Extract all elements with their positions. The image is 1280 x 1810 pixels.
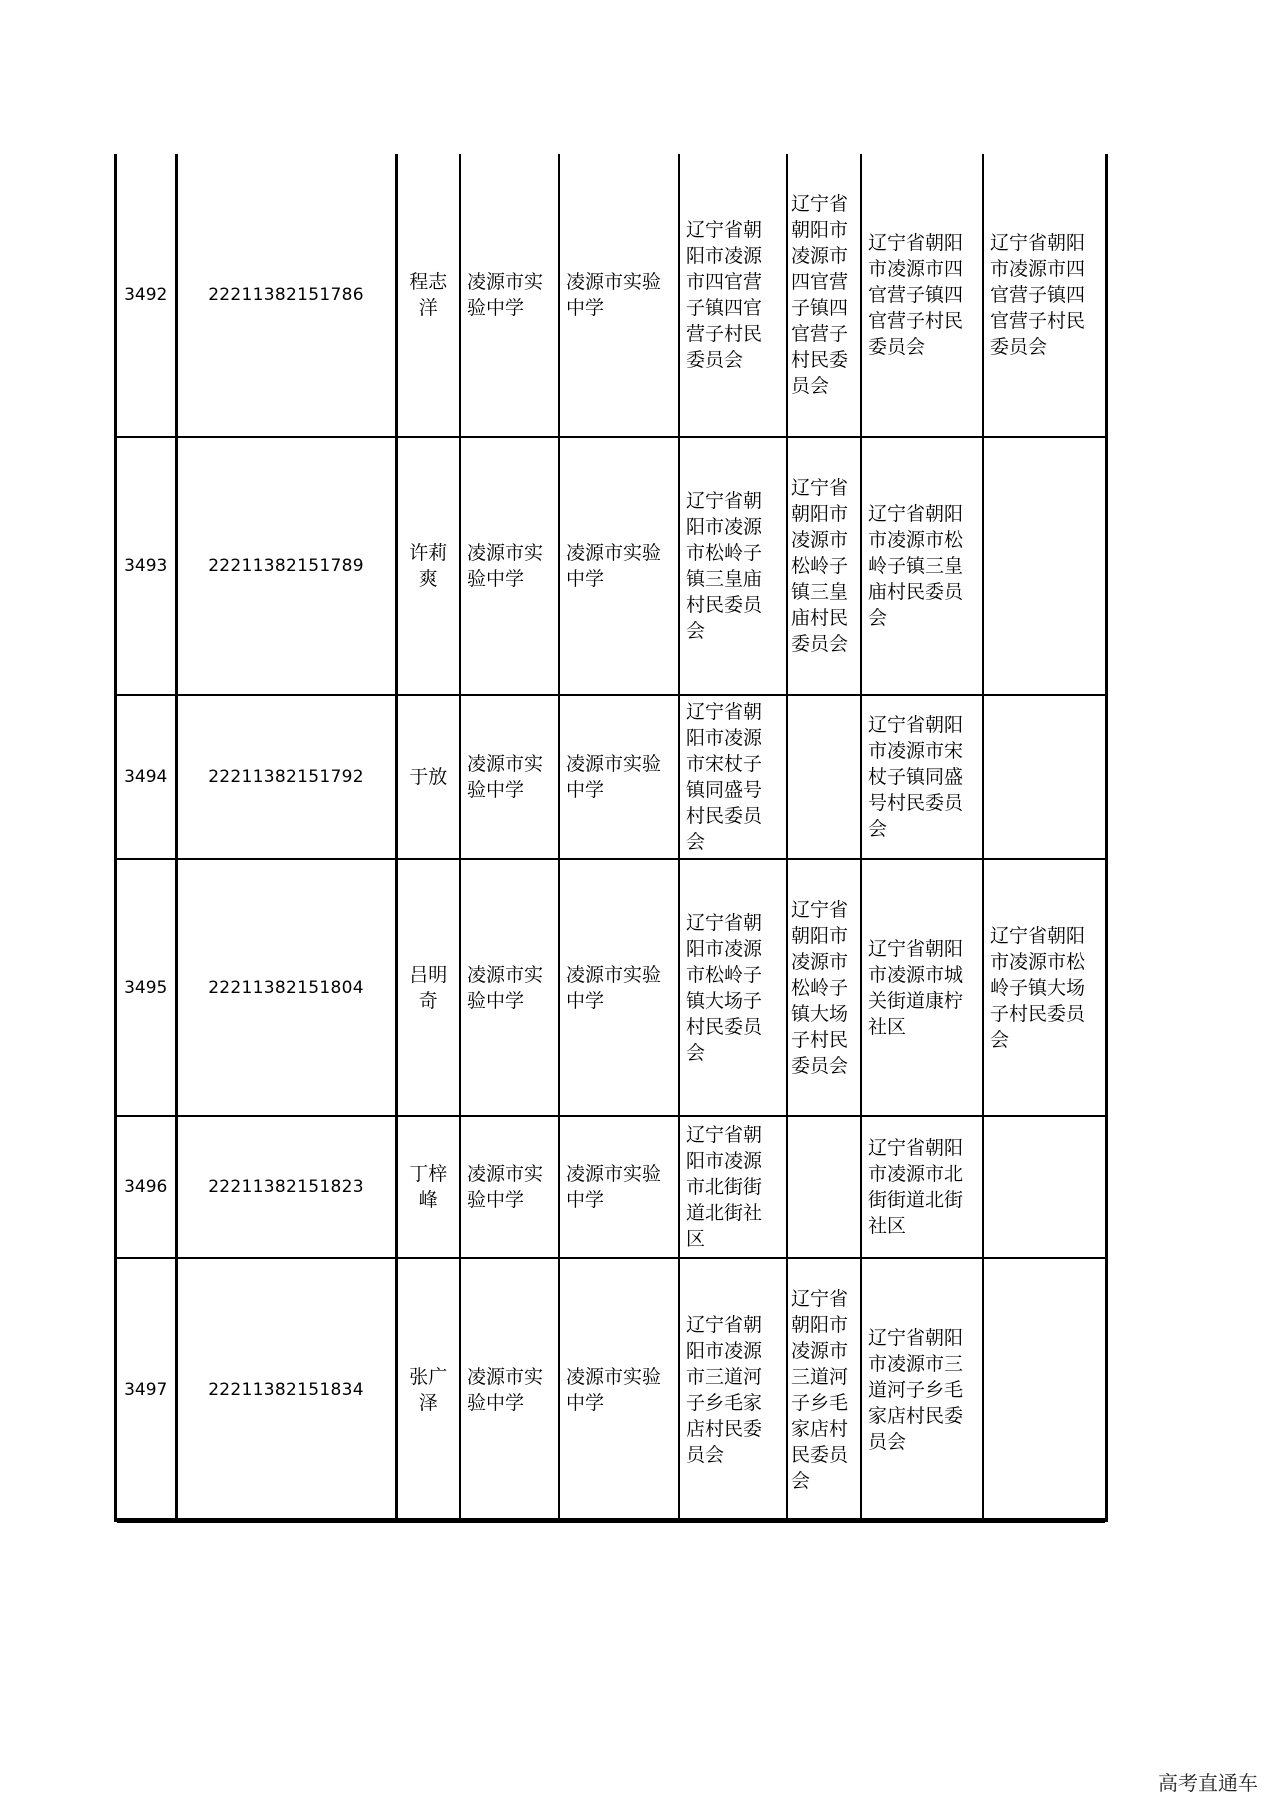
school-cell: 凌源市实验中学 <box>559 859 679 1116</box>
table-row <box>117 154 1105 437</box>
data-table-container <box>114 154 1108 1522</box>
school-cell: 凌源市实验中学 <box>460 859 559 1116</box>
table-row <box>117 695 1105 859</box>
address-cell <box>983 695 1105 859</box>
address-cell: 辽宁省朝阳市凌源市松岭子镇大场子村民委员会 <box>983 859 1105 1116</box>
candidate-id: 22211382151786 <box>176 154 396 437</box>
address-cell: 辽宁省朝阳市凌源市松岭子镇三皇庙村民委员会 <box>679 437 787 695</box>
row-number: 3493 <box>117 437 176 695</box>
address-cell: 辽宁省朝阳市凌源市四官营子镇四官营子村民委员会 <box>983 154 1105 437</box>
candidate-id: 22211382151823 <box>176 1116 396 1258</box>
address-cell: 辽宁省朝阳市凌源市四官营子镇四官营子村民委员会 <box>861 154 983 437</box>
address-cell: 辽宁省朝阳市凌源市松岭子镇三皇庙村民委员会 <box>861 437 983 695</box>
row-number: 3497 <box>117 1258 176 1522</box>
address-cell: 辽宁省朝阳市凌源市松岭子镇三皇庙村民委员会 <box>787 437 861 695</box>
candidate-name: 吕明奇 <box>396 859 460 1116</box>
table-row <box>117 437 1105 695</box>
school-cell: 凌源市实验中学 <box>460 1116 559 1258</box>
table-row <box>117 1258 1105 1522</box>
school-cell: 凌源市实验中学 <box>460 1258 559 1522</box>
row-number: 3492 <box>117 154 176 437</box>
address-cell <box>983 437 1105 695</box>
address-cell <box>983 1258 1105 1522</box>
row-number: 3495 <box>117 859 176 1116</box>
candidate-name: 于放 <box>396 695 460 859</box>
address-cell: 辽宁省朝阳市凌源市三道河子乡毛家店村民委员会 <box>679 1258 787 1522</box>
candidate-id: 22211382151792 <box>176 695 396 859</box>
school-cell: 凌源市实验中学 <box>559 437 679 695</box>
address-cell: 辽宁省朝阳市凌源市北街街道北街社区 <box>679 1116 787 1258</box>
address-cell: 辽宁省朝阳市凌源市松岭子镇大场子村民委员会 <box>787 859 861 1116</box>
school-cell: 凌源市实验中学 <box>460 154 559 437</box>
address-cell: 辽宁省朝阳市凌源市城关街道康柠社区 <box>861 859 983 1116</box>
school-cell: 凌源市实验中学 <box>559 695 679 859</box>
address-cell <box>983 1116 1105 1258</box>
address-cell: 辽宁省朝阳市凌源市三道河子乡毛家店村民委员会 <box>861 1258 983 1522</box>
candidate-name: 张广泽 <box>396 1258 460 1522</box>
address-cell: 辽宁省朝阳市凌源市四官营子镇四官营子村民委员会 <box>679 154 787 437</box>
address-cell: 辽宁省朝阳市凌源市松岭子镇大场子村民委员会 <box>679 859 787 1116</box>
address-cell: 辽宁省朝阳市凌源市宋杖子镇同盛号村民委员会 <box>679 695 787 859</box>
table-row <box>117 1116 1105 1258</box>
address-cell <box>787 695 861 859</box>
candidate-name: 程志洋 <box>396 154 460 437</box>
watermark-text: 高考直通车 <box>1158 1771 1258 1795</box>
address-cell <box>787 1116 861 1258</box>
school-cell: 凌源市实验中学 <box>559 1116 679 1258</box>
address-cell: 辽宁省朝阳市凌源市宋杖子镇同盛号村民委员会 <box>861 695 983 859</box>
data-table <box>117 154 1105 1523</box>
school-cell: 凌源市实验中学 <box>460 695 559 859</box>
row-number: 3494 <box>117 695 176 859</box>
candidate-name: 丁梓峰 <box>396 1116 460 1258</box>
school-cell: 凌源市实验中学 <box>559 154 679 437</box>
candidate-name: 许莉爽 <box>396 437 460 695</box>
row-number: 3496 <box>117 1116 176 1258</box>
school-cell: 凌源市实验中学 <box>559 1258 679 1522</box>
table-row <box>117 859 1105 1116</box>
address-cell: 辽宁省朝阳市凌源市三道河子乡毛家店村民委员会 <box>787 1258 861 1522</box>
address-cell: 辽宁省朝阳市凌源市北街街道北街社区 <box>861 1116 983 1258</box>
address-cell: 辽宁省朝阳市凌源市四官营子镇四官营子村民委员会 <box>787 154 861 437</box>
candidate-id: 22211382151804 <box>176 859 396 1116</box>
candidate-id: 22211382151789 <box>176 437 396 695</box>
school-cell: 凌源市实验中学 <box>460 437 559 695</box>
candidate-id: 22211382151834 <box>176 1258 396 1522</box>
